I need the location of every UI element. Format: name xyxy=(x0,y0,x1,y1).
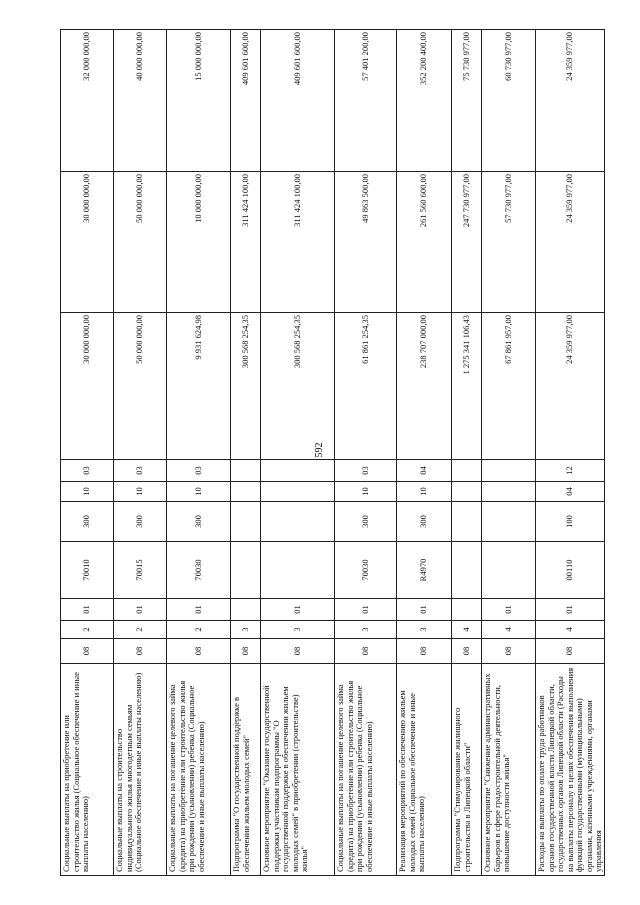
code-chapter-cell xyxy=(452,482,482,502)
code-expense-type-cell xyxy=(482,502,536,542)
sum-year-1-cell: 50 000 000,00 xyxy=(114,313,167,460)
row-name-cell: Расходы на выплаты по оплате труда работников органов государственной власти Липецкой области, государственных органов Липецкой области (Расходы на выплаты персоналу в целях обеспечения выполнения функций государственными (муниципальными) органами, казенными учреждениями, органами управления xyxy=(536,664,605,876)
row-name-cell: Подпрограмма "Стимулирование жилищного строительства в Липецкой области" xyxy=(452,664,482,876)
code-section-cell: 08 xyxy=(452,639,482,664)
row-name-cell: Социальные выплаты на приобретение или строительство жилья (Социальное обеспечение и иные выплаты населению) xyxy=(61,664,114,876)
code-section-cell: 08 xyxy=(61,639,114,664)
code-expense-type-cell: 100 xyxy=(536,502,605,542)
sum-year-1-cell: 300 568 254,35 xyxy=(231,313,261,460)
code-expense-type-cell: 300 xyxy=(335,502,397,542)
row-name-cell: Социальные выплаты на погашение целевого займа (кредита) на приобретение или строительство жилья при рождении (усыновлении) ребенка (Социальное обеспечение и иные выплаты населению) xyxy=(335,664,397,876)
code-section-cell: 08 xyxy=(261,639,335,664)
row-name-cell: Подпрограмма "О государственной поддержке в обеспечении жильем молодых семей" xyxy=(231,664,261,876)
code-expense-type-cell xyxy=(452,502,482,542)
code-direction-cell: 70030 xyxy=(167,542,231,599)
code-event-cell: 01 xyxy=(261,599,335,621)
code-direction-cell: R4970 xyxy=(397,542,452,599)
table-row xyxy=(114,30,167,876)
code-subprogram-cell: 4 xyxy=(452,621,482,639)
code-expense-type-cell: 300 xyxy=(397,502,452,542)
code-section-cell: 08 xyxy=(231,639,261,664)
code-event-cell: 01 xyxy=(397,599,452,621)
sum-year-3-cell: 352 200 400,00 xyxy=(397,30,452,172)
code-direction-cell xyxy=(261,542,335,599)
code-event-cell: 01 xyxy=(335,599,397,621)
code-section-cell: 08 xyxy=(536,639,605,664)
sum-year-1-cell: 300 568 254,35 xyxy=(261,313,335,460)
sum-year-3-cell: 409 601 600,00 xyxy=(261,30,335,172)
sum-year-3-cell: 32 000 000,00 xyxy=(61,30,114,172)
code-section-cell: 08 xyxy=(114,639,167,664)
code-event-cell: 01 xyxy=(167,599,231,621)
code-chapter-cell xyxy=(482,482,536,502)
code-chapter-cell xyxy=(261,482,335,502)
sum-year-2-cell: 311 424 100,00 xyxy=(231,172,261,313)
code-subprogram-cell: 4 xyxy=(536,621,605,639)
code-subprogram-cell: 3 xyxy=(397,621,452,639)
code-subchapter-cell: 12 xyxy=(536,460,605,482)
row-name-cell: Социальные выплаты на погашение целевого займа (кредита) на приобретение или строительство жилья при рождении (усыновлении) ребенка (Социальное обеспечение и иные выплаты населению) xyxy=(167,664,231,876)
code-event-cell xyxy=(231,599,261,621)
row-name-cell: Основное мероприятие "Оказание государственной поддержки участникам подпрограммы "О государственной поддержке в обеспечении жильем молодых семей" в приобретении (строительстве) жилья" xyxy=(261,664,335,876)
code-subprogram-cell: 2 xyxy=(114,621,167,639)
code-section-cell: 08 xyxy=(397,639,452,664)
table-row xyxy=(335,30,397,876)
code-expense-type-cell: 300 xyxy=(167,502,231,542)
code-event-cell: 01 xyxy=(61,599,114,621)
sum-year-2-cell: 247 730 977,00 xyxy=(452,172,482,313)
sum-year-1-cell: 30 000 000,00 xyxy=(61,313,114,460)
code-expense-type-cell xyxy=(261,502,335,542)
code-subprogram-cell: 2 xyxy=(167,621,231,639)
code-subchapter-cell xyxy=(231,460,261,482)
code-chapter-cell: 04 xyxy=(536,482,605,502)
code-direction-cell: 70015 xyxy=(114,542,167,599)
code-chapter-cell: 10 xyxy=(61,482,114,502)
sum-year-2-cell: 57 730 977,00 xyxy=(482,172,536,313)
table-row xyxy=(231,30,261,876)
row-name-cell: Реализация мероприятий по обеспечению жильем молодых семей (Социальное обеспечение и иные выплаты населению) xyxy=(397,664,452,876)
table-row xyxy=(452,30,482,876)
code-event-cell: 01 xyxy=(114,599,167,621)
code-subchapter-cell: 03 xyxy=(167,460,231,482)
code-chapter-cell: 10 xyxy=(167,482,231,502)
sum-year-1-cell: 67 861 957,00 xyxy=(482,313,536,460)
table-row xyxy=(61,30,114,876)
code-direction-cell: 70010 xyxy=(61,542,114,599)
sum-year-2-cell: 30 000 000,00 xyxy=(61,172,114,313)
code-event-cell xyxy=(452,599,482,621)
sum-year-3-cell: 60 730 977,00 xyxy=(482,30,536,172)
budget-table xyxy=(60,29,605,876)
budget-table-rotated xyxy=(60,30,604,876)
sum-year-2-cell: 24 359 977,00 xyxy=(536,172,605,313)
table-row xyxy=(397,30,452,876)
code-subchapter-cell xyxy=(482,460,536,482)
code-subchapter-cell: 03 xyxy=(114,460,167,482)
sum-year-2-cell: 10 000 000,00 xyxy=(167,172,231,313)
code-section-cell: 08 xyxy=(335,639,397,664)
sum-year-3-cell: 24 359 977,00 xyxy=(536,30,605,172)
sum-year-3-cell: 75 730 977,00 xyxy=(452,30,482,172)
sum-year-3-cell: 57 401 200,00 xyxy=(335,30,397,172)
sum-year-3-cell: 40 000 000,00 xyxy=(114,30,167,172)
code-subchapter-cell xyxy=(261,460,335,482)
code-chapter-cell: 10 xyxy=(114,482,167,502)
sum-year-1-cell: 61 861 254,35 xyxy=(335,313,397,460)
table-row xyxy=(261,30,335,876)
sum-year-2-cell: 261 560 600,00 xyxy=(397,172,452,313)
code-direction-cell: 70030 xyxy=(335,542,397,599)
code-section-cell: 08 xyxy=(167,639,231,664)
code-event-cell: 01 xyxy=(482,599,536,621)
code-subprogram-cell: 3 xyxy=(261,621,335,639)
code-chapter-cell: 10 xyxy=(397,482,452,502)
sum-year-1-cell: 24 359 977,00 xyxy=(536,313,605,460)
code-subprogram-cell: 4 xyxy=(482,621,536,639)
sum-year-3-cell: 409 601 600,00 xyxy=(231,30,261,172)
table-row xyxy=(482,30,536,876)
code-subprogram-cell: 2 xyxy=(61,621,114,639)
row-name-cell: Социальные выплаты на строительство индивидуального жилья многодетным семьям (Социальное обеспечение и иные выплаты населению) xyxy=(114,664,167,876)
code-subprogram-cell: 3 xyxy=(335,621,397,639)
row-name-cell: Основное мероприятие "Снижение административных барьеров в сфере градостроительной деятельности, повышение доступности жилья" xyxy=(482,664,536,876)
code-direction-cell: 00110 xyxy=(536,542,605,599)
code-subchapter-cell: 03 xyxy=(61,460,114,482)
code-subchapter-cell xyxy=(452,460,482,482)
sum-year-2-cell: 50 000 000,00 xyxy=(114,172,167,313)
code-expense-type-cell xyxy=(231,502,261,542)
code-event-cell: 01 xyxy=(536,599,605,621)
table-row xyxy=(536,30,605,876)
table-row xyxy=(167,30,231,876)
code-subprogram-cell: 3 xyxy=(231,621,261,639)
code-direction-cell xyxy=(231,542,261,599)
code-direction-cell xyxy=(482,542,536,599)
sum-year-1-cell: 238 707 000,00 xyxy=(397,313,452,460)
code-chapter-cell: 10 xyxy=(335,482,397,502)
code-subchapter-cell: 03 xyxy=(335,460,397,482)
sum-year-2-cell: 311 424 100,00 xyxy=(261,172,335,313)
sum-year-1-cell: 9 931 624,98 xyxy=(167,313,231,460)
code-subchapter-cell: 04 xyxy=(397,460,452,482)
page-number: 592 xyxy=(314,442,325,458)
sum-year-3-cell: 15 000 000,00 xyxy=(167,30,231,172)
sum-year-2-cell: 49 863 500,00 xyxy=(335,172,397,313)
code-expense-type-cell: 300 xyxy=(61,502,114,542)
code-direction-cell xyxy=(452,542,482,599)
code-expense-type-cell: 300 xyxy=(114,502,167,542)
code-chapter-cell xyxy=(231,482,261,502)
code-section-cell: 08 xyxy=(482,639,536,664)
sum-year-1-cell: 1 275 341 106,43 xyxy=(452,313,482,460)
